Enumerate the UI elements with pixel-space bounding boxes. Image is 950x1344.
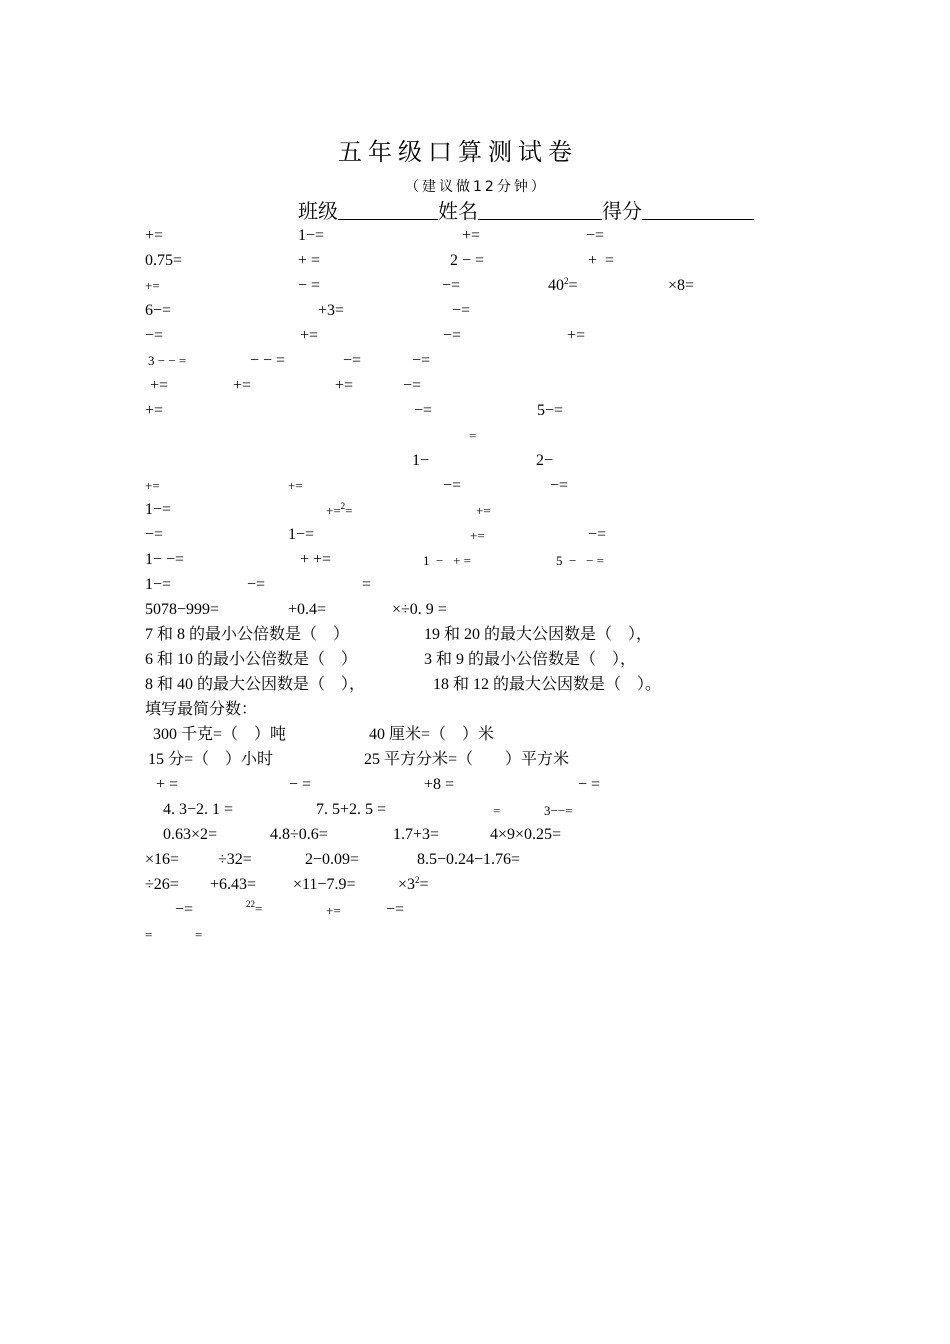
problem: −= [414, 402, 433, 419]
class-blank [338, 201, 438, 220]
problem: 7. 5+2. 5 = [316, 801, 387, 818]
problem: 1−= [145, 501, 172, 518]
problem: = [362, 576, 372, 593]
header-line [298, 201, 754, 222]
problem: 1 − + = [423, 553, 471, 568]
problem: 2−0.09= [305, 851, 360, 868]
problem: 0.75= [145, 252, 183, 269]
problem: += [476, 503, 491, 518]
problem: $\times 3^2=$ [398, 875, 429, 893]
problem: += [326, 903, 341, 918]
problem: ÷26= [145, 876, 179, 893]
problem: −= [386, 901, 405, 918]
problem: − = [298, 277, 321, 294]
problem: 1− −= [145, 551, 185, 568]
problem: − − = [250, 352, 286, 369]
problem: + = [156, 776, 179, 793]
problem: + += [300, 551, 332, 568]
problem: += [233, 377, 252, 394]
page-title: 五年级口算测试卷 [338, 138, 578, 166]
problem: + = [588, 252, 615, 269]
problem: −= [586, 227, 605, 244]
problem: −= [343, 352, 362, 369]
problem: ÷32= [218, 851, 252, 868]
problem: +3= [318, 302, 345, 319]
problem: −= [412, 352, 431, 369]
problem: −= [403, 377, 422, 394]
problem: $^{22}$= [246, 899, 263, 916]
problem: = [195, 927, 203, 942]
question: 8 和 40 的最大公因数是（ ）， [145, 676, 366, 693]
section-title: 填写最简分数： [145, 701, 258, 718]
problem: −= [550, 477, 569, 494]
problem: 1− [412, 452, 430, 469]
problem: += [150, 377, 169, 394]
problem: −= [443, 327, 462, 344]
problem: 2 − = [450, 252, 485, 269]
problem: 3 − − = [148, 353, 187, 368]
problem: += [288, 478, 303, 493]
problem: +8 = [424, 776, 455, 793]
problem: − = [289, 776, 312, 793]
problem: +0.4= [288, 601, 327, 618]
problem: = [493, 803, 501, 818]
problem: 2− [536, 452, 554, 469]
question: 25 平方分米=（ ）平方米 [364, 751, 570, 768]
problem: $40^2=$ [548, 276, 578, 294]
problem: += [462, 227, 481, 244]
problem: 4. 3−2. 1 = [163, 801, 234, 818]
problem: += [470, 528, 485, 543]
problem: += [145, 227, 164, 244]
problem: −= [588, 526, 607, 543]
problem: 1−= [288, 526, 315, 543]
class-label: 班级 [298, 201, 338, 223]
problem: 1.7+3= [393, 826, 440, 843]
problem: 8.5−0.24−1.76= [417, 851, 521, 868]
question: 6 和 10 的最小公倍数是（ ） [145, 651, 358, 668]
problem: 1−= [298, 227, 325, 244]
question: 40 厘米=（ ）米 [369, 726, 495, 743]
problem: += [145, 402, 164, 419]
problem: += [145, 278, 160, 293]
problem: 4.8÷0.6= [270, 826, 328, 843]
problem: 5078−999= [145, 601, 220, 618]
page-subtitle: （建议做12分钟） [405, 179, 548, 195]
problem: ×8= [668, 277, 695, 294]
question: 15 分=（ ）小时 [148, 751, 274, 768]
problem: −= [442, 277, 461, 294]
score-label: 得分 [602, 201, 642, 223]
problem: 1−= [145, 576, 172, 593]
problem: 4×9×0.25= [490, 826, 562, 843]
problem: ×11−7.9= [293, 876, 356, 893]
problem: 3−−= [544, 803, 573, 818]
name-blank [478, 201, 602, 220]
problem: − = [578, 776, 601, 793]
problem: 0.63×2= [163, 826, 218, 843]
problem: 5 − − = [556, 553, 604, 568]
problem: = [469, 428, 477, 443]
problem: ×16= [145, 851, 180, 868]
problem: += [567, 327, 586, 344]
problem: −= [452, 302, 471, 319]
question: 3 和 9 的最小公倍数是（ ）， [424, 651, 637, 668]
problem: += [300, 327, 319, 344]
question: 300 千克=（ ）吨 [153, 726, 287, 743]
problem: −= [247, 576, 266, 593]
problem: ×÷0. 9 = [392, 601, 447, 618]
question: 7 和 8 的最小公倍数是（ ） [145, 626, 350, 643]
problem: −= [145, 526, 164, 543]
problem: −= [145, 327, 164, 344]
problem: = [145, 927, 153, 942]
problem: += [145, 478, 160, 493]
problem: +=$^2$= [326, 501, 353, 518]
question: 19 和 20 的最大公因数是（ ）， [424, 626, 653, 643]
name-label: 姓名 [438, 201, 478, 223]
score-blank [642, 201, 754, 220]
problem: −= [443, 477, 462, 494]
problem: +6.43= [210, 876, 257, 893]
problem: + = [298, 252, 321, 269]
problem: += [335, 377, 354, 394]
problem: 5−= [537, 402, 564, 419]
problem: −= [175, 901, 194, 918]
problem: 6−= [145, 302, 172, 319]
question: 18 和 12 的最大公因数是（ ）。 [433, 676, 662, 693]
